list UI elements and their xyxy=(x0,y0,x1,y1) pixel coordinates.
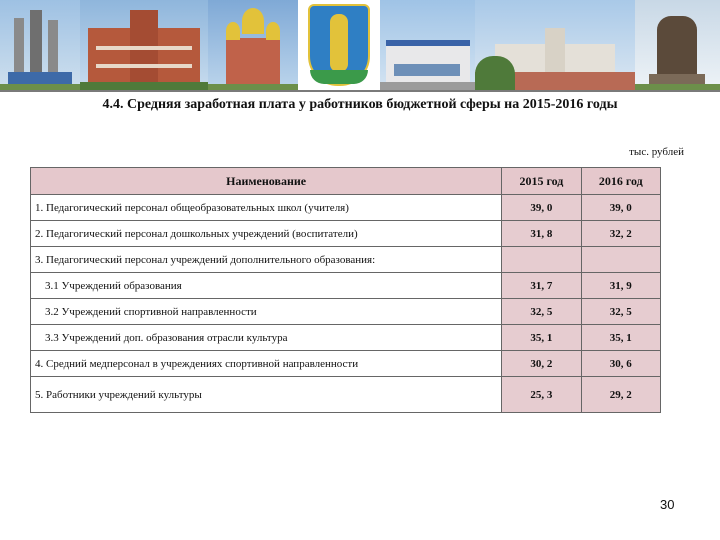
city-crest-photo xyxy=(298,0,380,90)
table-row xyxy=(31,273,661,299)
cathedral-photo xyxy=(208,0,298,90)
table-row xyxy=(31,299,661,325)
header-name: Наименование xyxy=(31,168,502,195)
value-2016 xyxy=(581,247,660,273)
value-2015: 30, 2 xyxy=(502,351,581,377)
unit-note: тыс. рублей xyxy=(629,146,684,158)
value-2016: 31, 9 xyxy=(581,273,660,299)
value-2015: 31, 7 xyxy=(502,273,581,299)
row-name: 3.3 Учреждений доп. образования отрасли культура xyxy=(31,325,502,351)
value-2015: 32, 5 xyxy=(502,299,581,325)
table-row xyxy=(31,377,661,413)
value-2016: 39, 0 xyxy=(581,195,660,221)
table-row xyxy=(31,221,661,247)
value-2016: 32, 2 xyxy=(581,221,660,247)
header-2016: 2016 год xyxy=(581,168,660,195)
value-2015: 25, 3 xyxy=(502,377,581,413)
row-name: 3. Педагогический персонал учреждений дополнительного образования: xyxy=(31,247,502,273)
row-name: 5. Работники учреждений культуры xyxy=(31,377,502,413)
salary-table xyxy=(30,167,661,413)
row-name: 1. Педагогический персонал общеобразовательных школ (учителя) xyxy=(31,195,502,221)
table-row xyxy=(31,195,661,221)
table-row xyxy=(31,325,661,351)
monument-photo xyxy=(635,0,720,90)
theatre-square-photo xyxy=(475,0,635,90)
table-row xyxy=(31,247,661,273)
modern-building-photo xyxy=(380,0,475,90)
value-2015: 31, 8 xyxy=(502,221,581,247)
row-name: 3.1 Учреждений образования xyxy=(31,273,502,299)
header-2015: 2015 год xyxy=(502,168,581,195)
value-2016: 29, 2 xyxy=(581,377,660,413)
page-number: 30 xyxy=(660,497,675,512)
value-2015: 39, 0 xyxy=(502,195,581,221)
brick-building-photo xyxy=(80,0,208,90)
table-row xyxy=(31,351,661,377)
value-2015 xyxy=(502,247,581,273)
banner-divider xyxy=(0,90,720,92)
row-name: 2. Педагогический персонал дошкольных учреждений (воспитатели) xyxy=(31,221,502,247)
photo-banner xyxy=(0,0,720,90)
slide-title: 4.4. Средняя заработная плата у работников бюджетной сферы на 2015-2016 годы xyxy=(102,97,618,112)
row-name: 4. Средний медперсонал в учреждениях спортивной направленности xyxy=(31,351,502,377)
value-2016: 32, 5 xyxy=(581,299,660,325)
table-header-row xyxy=(31,168,661,195)
value-2015: 35, 1 xyxy=(502,325,581,351)
value-2016: 30, 6 xyxy=(581,351,660,377)
city-sign-photo xyxy=(0,0,80,90)
value-2016: 35, 1 xyxy=(581,325,660,351)
row-name: 3.2 Учреждений спортивной направленности xyxy=(31,299,502,325)
